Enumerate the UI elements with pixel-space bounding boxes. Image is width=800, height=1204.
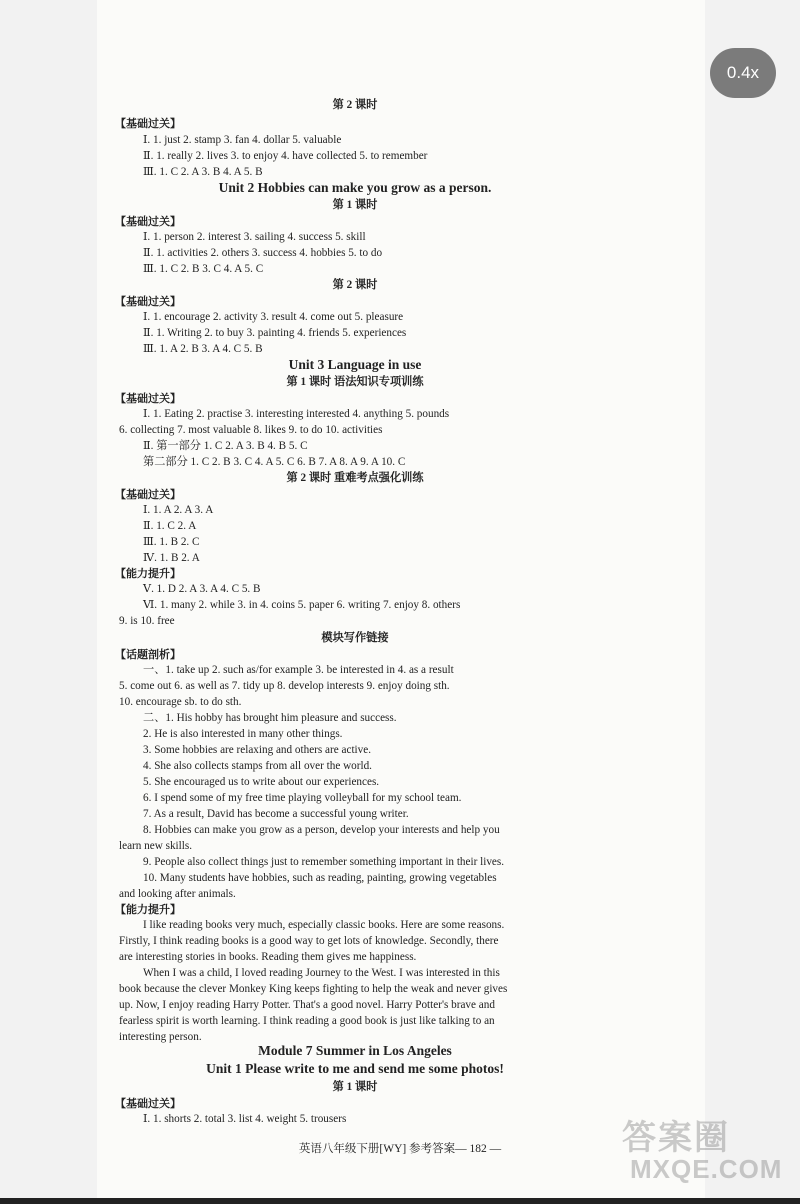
- watermark-logo: 答案圈: [622, 1119, 730, 1157]
- answer-line: 6. I spend some of my free time playing volleyball for my school team.: [143, 792, 462, 804]
- watermark-url: MXQE.COM: [630, 1154, 783, 1184]
- lesson-heading: 第 2 课时: [332, 99, 378, 111]
- lesson-heading: 第 1 课时: [332, 1081, 378, 1093]
- essay-line: I like reading books very much, especially classic books. Here are some reasons.: [143, 919, 505, 931]
- essay-line: Firstly, I think reading books is a good way to get lots of knowledge. Secondly, there: [119, 935, 499, 947]
- answer-line: Ⅴ. 1. D 2. A 3. A 4. C 5. B: [143, 583, 261, 595]
- unit-heading: Unit 1 Please write to me and send me some photos!: [206, 1061, 504, 1076]
- answer-line: 5. She encouraged us to write about our experiences.: [143, 776, 380, 788]
- answer-line: 8. Hobbies can make you grow as a person, develop your interests and help you: [143, 824, 500, 836]
- section-tag: 【基础过关】: [115, 489, 181, 501]
- bottom-edge-bar: [0, 1198, 800, 1204]
- essay-line: up. Now, I enjoy reading Harry Potter. That's a good novel. Harry Potter's brave and: [119, 999, 495, 1011]
- answer-line: 第二部分 1. C 2. B 3. C 4. A 5. C 6. B 7. A 8. A 9. A 10. C: [143, 456, 406, 468]
- answer-line: Ⅱ. 1. C 2. A: [143, 520, 197, 532]
- section-tag: 【基础过关】: [115, 393, 181, 405]
- lesson-heading: 第 2 课时 重难考点强化训练: [286, 472, 424, 484]
- lesson-heading: 第 2 课时: [332, 279, 378, 291]
- lesson-heading: 第 1 课时: [332, 199, 378, 211]
- section-tag: 【话题剖析】: [115, 649, 181, 661]
- answer-line: 6. collecting 7. most valuable 8. likes 9. to do 10. activities: [119, 424, 383, 436]
- answer-line: Ⅲ. 1. C 2. A 3. B 4. A 5. B: [143, 166, 263, 178]
- lesson-heading: 第 1 课时 语法知识专项训练: [286, 376, 424, 388]
- answer-line: learn new skills.: [119, 840, 193, 852]
- answer-line: 9. is 10. free: [119, 615, 175, 627]
- answer-line: Ⅵ. 1. many 2. while 3. in 4. coins 5. paper 6. writing 7. enjoy 8. others: [143, 599, 461, 611]
- module-heading: Module 7 Summer in Los Angeles: [258, 1043, 452, 1058]
- answer-line: 7. As a result, David has become a successful young writer.: [143, 808, 409, 820]
- answer-line: Ⅲ. 1. C 2. B 3. C 4. A 5. C: [143, 263, 264, 275]
- answer-line: Ⅱ. 1. really 2. lives 3. to enjoy 4. have collected 5. to remember: [143, 150, 428, 162]
- watermark: [622, 1110, 783, 1190]
- answer-line: Ⅲ. 1. A 2. B 3. A 4. C 5. B: [143, 343, 263, 355]
- answer-line: Ⅰ. 1. person 2. interest 3. sailing 4. success 5. skill: [143, 231, 366, 243]
- answer-line: 10. Many students have hobbies, such as reading, painting, growing vegetables: [143, 872, 497, 884]
- answer-line: 10. encourage sb. to do sth.: [119, 696, 242, 708]
- answer-line: 9. People also collect things just to remember something important in their lives.: [143, 856, 505, 868]
- answer-line: 二、1. His hobby has brought him pleasure and success.: [143, 712, 397, 724]
- essay-line: fearless spirit is worth learning. I think reading a good book is just like talking to an: [119, 1015, 495, 1027]
- zoom-level-badge[interactable]: 0.4x: [710, 48, 776, 98]
- essay-line: When I was a child, I loved reading Journey to the West. I was interested in this: [143, 967, 500, 979]
- answer-line: Ⅳ. 1. B 2. A: [143, 552, 200, 564]
- answer-line: Ⅰ. 1. Eating 2. practise 3. interesting interested 4. anything 5. pounds: [143, 408, 450, 420]
- section-tag: 【能力提升】: [115, 568, 181, 580]
- answer-line: 4. She also collects stamps from all over the world.: [143, 760, 372, 772]
- answer-line: Ⅰ. 1. A 2. A 3. A: [143, 504, 214, 516]
- answer-line: 3. Some hobbies are relaxing and others are active.: [143, 744, 372, 756]
- answer-line: and looking after animals.: [119, 888, 236, 900]
- essay-line: are interesting stories in books. Reading them gives me happiness.: [119, 951, 417, 963]
- answer-line: Ⅱ. 第一部分 1. C 2. A 3. B 4. B 5. C: [143, 440, 308, 452]
- section-tag: 【基础过关】: [115, 216, 181, 228]
- answer-line: Ⅱ. 1. activities 2. others 3. success 4. hobbies 5. to do: [143, 247, 383, 259]
- section-tag: 【基础过关】: [115, 1098, 181, 1110]
- unit-heading: Unit 3 Language in use: [288, 357, 422, 372]
- unit-heading: Unit 2 Hobbies can make you grow as a person.: [218, 180, 492, 195]
- answer-line: Ⅰ. 1. just 2. stamp 3. fan 4. dollar 5. valuable: [143, 134, 342, 146]
- page-footer: 英语八年级下册[WY] 参考答案— 182 —: [298, 1143, 502, 1155]
- essay-line: book because the clever Monkey King keeps fighting to help the weak and never gives: [119, 983, 508, 995]
- section-tag: 【能力提升】: [115, 904, 181, 916]
- answer-line: Ⅱ. 1. Writing 2. to buy 3. painting 4. friends 5. experiences: [143, 327, 407, 339]
- answer-line: 一、1. take up 2. such as/for example 3. be interested in 4. as a result: [143, 664, 454, 676]
- answer-line: Ⅰ. 1. shorts 2. total 3. list 4. weight 5. trousers: [143, 1113, 347, 1125]
- answer-line: Ⅰ. 1. encourage 2. activity 3. result 4. come out 5. pleasure: [143, 311, 404, 323]
- section-tag: 【基础过关】: [115, 118, 181, 130]
- answer-line: 2. He is also interested in many other things.: [143, 728, 343, 740]
- section-tag: 【基础过关】: [115, 296, 181, 308]
- answer-line: Ⅲ. 1. B 2. C: [143, 536, 200, 548]
- essay-line: interesting person.: [119, 1031, 202, 1043]
- answer-line: 5. come out 6. as well as 7. tidy up 8. develop interests 9. enjoy doing sth.: [119, 680, 450, 692]
- section-heading: 模块写作链接: [321, 632, 389, 644]
